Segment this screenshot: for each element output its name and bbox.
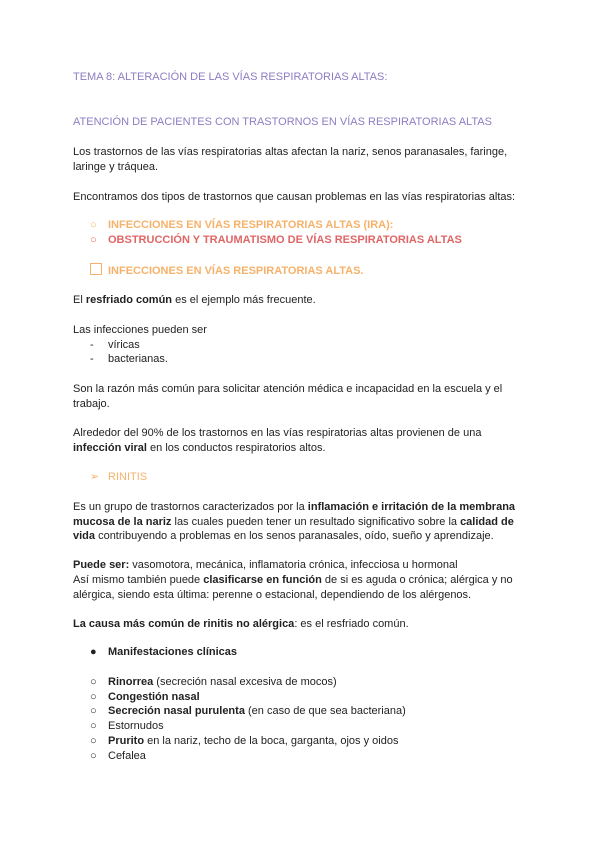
circle-bullet-icon: ○ bbox=[90, 735, 97, 747]
doc-subtitle: ATENCIÓN DE PACIENTES CON TRASTORNOS EN VÍAS RESPIRATORIAS ALTAS bbox=[73, 116, 492, 128]
circle-bullet-icon: ○ bbox=[90, 750, 97, 762]
type-label-obstruccion: OBSTRUCCIÓN Y TRAUMATISMO DE VÍAS RESPIRATORIAS ALTAS bbox=[108, 234, 462, 246]
circle-bullet-icon: ○ bbox=[90, 219, 97, 231]
reason-line-1: Son la razón más común para solicitar atención médica e incapacidad en la escuela y el bbox=[73, 383, 503, 395]
type-item-ira bbox=[90, 218, 393, 233]
doc-title: TEMA 8: ALTERACIÓN DE LAS VÍAS RESPIRATORIAS ALTAS: bbox=[73, 71, 388, 83]
intro-line-1: Los trastornos de las vías respiratorias altas afectan la nariz, senos paranasales, faringe, bbox=[73, 146, 508, 158]
clasificarse-line-1: Así mismo también puede clasificarse en función de si es aguda o crónica; alérgica y no bbox=[73, 574, 513, 586]
circle-bullet-icon: ○ bbox=[90, 234, 97, 246]
section-heading-label: INFECCIONES EN VÍAS RESPIRATORIAS ALTAS. bbox=[108, 265, 364, 277]
resfriado-term: resfriado común bbox=[85, 294, 173, 306]
arrow-bullet-icon: ➢ bbox=[90, 471, 100, 483]
symptom-item: ○ Rinorrea (secreción nasal excesiva de mocos) bbox=[90, 676, 337, 688]
rinitis-def-line-3: vida contribuyendo a problemas en los senos paranasales, oído, sueño y aprendizaje. bbox=[73, 530, 494, 542]
causa-line: La causa más común de rinitis no alérgica: es el resfriado común. bbox=[73, 618, 409, 630]
reason-line-2: trabajo. bbox=[73, 398, 110, 410]
symptom-item: ○ Prurito en la nariz, techo de la boca, garganta, ojos y oidos bbox=[90, 735, 399, 747]
list-item: - bacterianas. bbox=[90, 353, 168, 365]
checkbox-square-icon bbox=[90, 263, 102, 275]
rinitis-def-line-2: mucosa de la nariz las cuales pueden tener un resultado significativo sobre la calidad de bbox=[73, 516, 514, 528]
resfriado-line: El resfriado común es el ejemplo más frecuente. bbox=[73, 294, 316, 306]
circle-bullet-icon: ○ bbox=[90, 720, 97, 732]
symptom-item: ○ Estornudos bbox=[90, 720, 164, 732]
types-intro: Encontramos dos tipos de trastornos que causan problemas en las vías respiratorias altas: bbox=[73, 191, 516, 203]
circle-bullet-icon: ○ bbox=[90, 705, 97, 717]
filled-bullet-icon: ● bbox=[90, 646, 97, 658]
percent-line-1: Alrededor del 90% de los trastornos en las vías respiratorias altas provienen de una bbox=[73, 427, 482, 439]
list-item: - víricas bbox=[90, 339, 140, 351]
symptom-item: ○ Cefalea bbox=[90, 750, 146, 762]
circle-bullet-icon: ○ bbox=[90, 676, 97, 688]
type-item-obstruccion bbox=[90, 233, 462, 248]
dash-bullet-icon: - bbox=[90, 339, 94, 351]
section-heading-infecciones bbox=[90, 263, 363, 279]
intro-line-2: laringe y tráquea. bbox=[73, 161, 158, 173]
circle-bullet-icon: ○ bbox=[90, 691, 97, 703]
rinitis-heading-label: RINITIS bbox=[108, 471, 148, 483]
symptom-item: ○ Secreción nasal purulenta (en caso de que sea bacteriana) bbox=[90, 705, 406, 717]
type-label-ira: INFECCIONES EN VÍAS RESPIRATORIAS ALTAS (IRA): bbox=[108, 219, 394, 231]
dash-bullet-icon: - bbox=[90, 353, 94, 365]
infections-intro: Las infecciones pueden ser bbox=[73, 324, 207, 336]
rinitis-heading bbox=[90, 470, 147, 485]
puede-ser-line: Puede ser: vasomotora, mecánica, inflamatoria crónica, infecciosa u hormonal bbox=[73, 559, 458, 571]
manifestations-heading: ● Manifestaciones clínicas bbox=[90, 646, 237, 658]
rinitis-def-line-1: Es un grupo de trastornos caracterizados por la inflamación e irritación de la membrana bbox=[73, 501, 516, 513]
symptom-item: ○ Congestión nasal bbox=[90, 691, 200, 703]
clasificarse-line-2: alérgica, siendo esta última: perenne o estacional, dependiendo de los alérgenos. bbox=[73, 589, 472, 601]
percent-line-2: infección viral en los conductos respiratorios altos. bbox=[73, 442, 326, 454]
